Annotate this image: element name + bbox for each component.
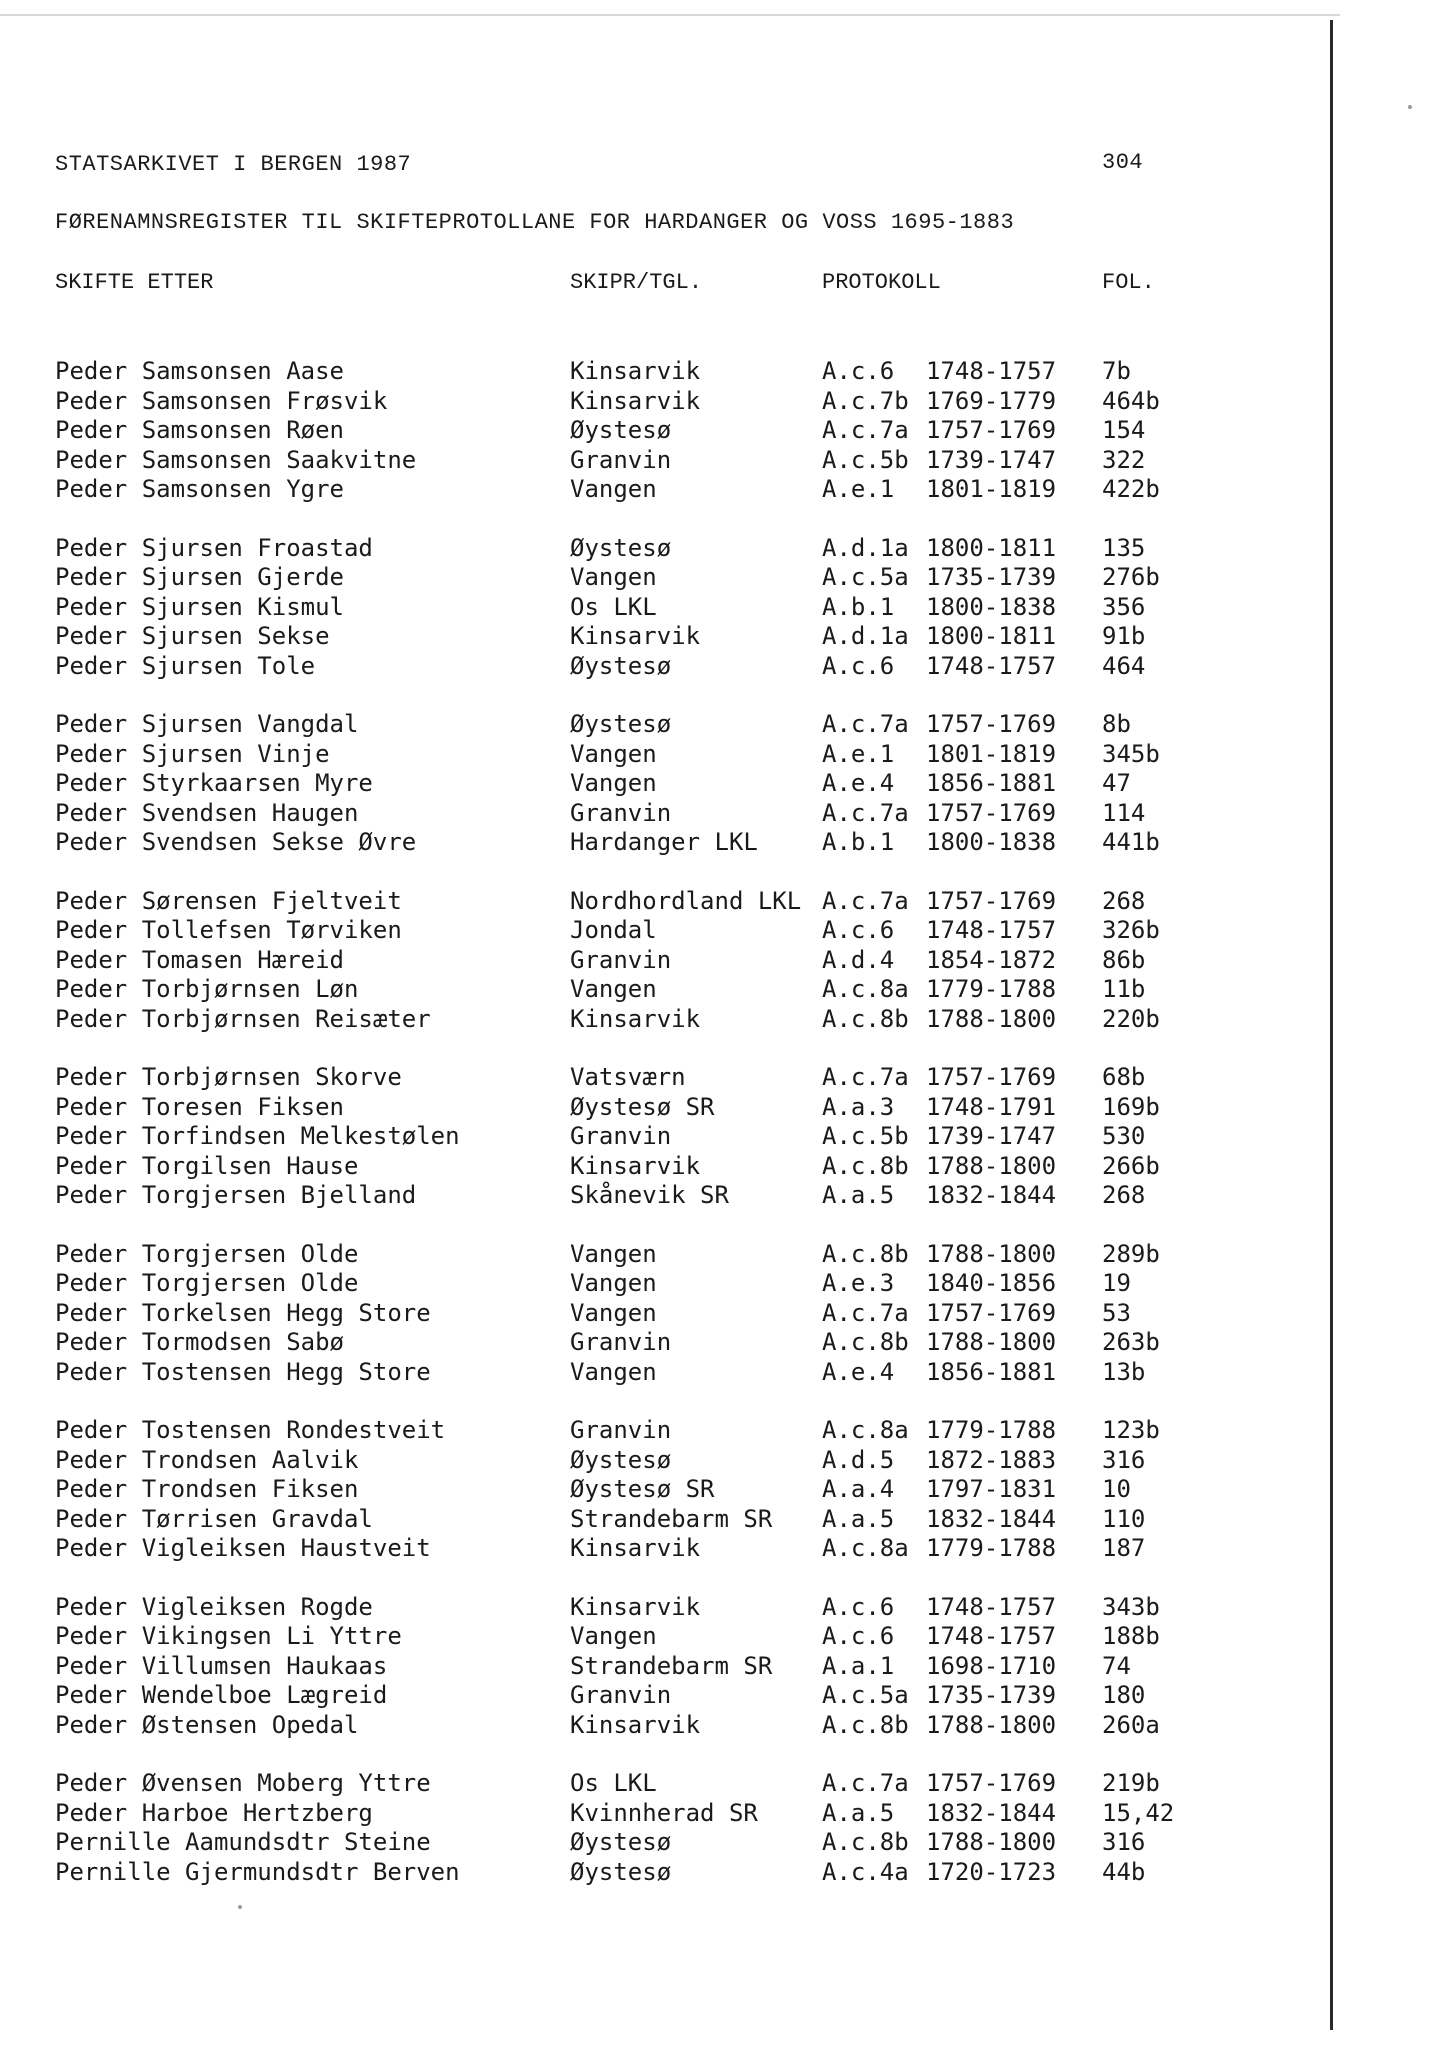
entry-years: 1872-1883 xyxy=(926,1446,1057,1474)
table-row xyxy=(0,1768,1330,1798)
table-row xyxy=(0,1004,1330,1034)
entry-years: 1779-1788 xyxy=(926,1534,1057,1562)
entry-name: Peder Vigleiksen Rogde xyxy=(55,1593,373,1621)
entry-protocol: A.c.8b xyxy=(822,1828,909,1856)
entry-protocol: A.c.8b xyxy=(822,1005,909,1033)
entry-protocol: A.c.7a xyxy=(822,1063,909,1091)
table-row xyxy=(0,1445,1330,1475)
entry-protocol: A.e.1 xyxy=(822,740,895,768)
entry-folio: 53 xyxy=(1102,1299,1131,1327)
table-row xyxy=(0,1062,1330,1092)
entry-protocol: A.c.4a xyxy=(822,1858,909,1886)
entry-protocol: A.a.4 xyxy=(822,1475,895,1503)
entry-protocol: A.c.6 xyxy=(822,916,895,944)
entry-folio: 8b xyxy=(1102,710,1131,738)
entry-name: Peder Sjursen Kismul xyxy=(55,593,344,621)
entry-protocol: A.e.3 xyxy=(822,1269,895,1297)
archive-header: STATSARKIVET I BERGEN 1987 xyxy=(55,152,412,177)
entry-protocol: A.c.6 xyxy=(822,652,895,680)
table-row xyxy=(0,945,1330,975)
entry-protocol: A.c.6 xyxy=(822,1593,895,1621)
table-row xyxy=(0,1651,1330,1681)
column-header-protocol: PROTOKOLL xyxy=(822,270,941,295)
entry-years: 1739-1747 xyxy=(926,446,1057,474)
table-row xyxy=(0,621,1330,651)
entry-protocol: A.c.7a xyxy=(822,1769,909,1797)
entry-name: Peder Torbjørnsen Løn xyxy=(55,975,359,1003)
table-row xyxy=(0,386,1330,416)
table-row xyxy=(0,1680,1330,1710)
entry-folio: 7b xyxy=(1102,357,1131,385)
entry-name: Peder Styrkaarsen Myre xyxy=(55,769,373,797)
entry-name: Peder Sørensen Fjeltveit xyxy=(55,887,402,915)
entry-protocol: A.c.5b xyxy=(822,1122,909,1150)
entry-place: Granvin xyxy=(570,1416,672,1444)
entry-place: Granvin xyxy=(570,946,672,974)
entry-years: 1748-1757 xyxy=(926,916,1057,944)
entry-folio: 316 xyxy=(1102,1828,1146,1856)
table-row xyxy=(0,592,1330,622)
table-row xyxy=(0,1121,1330,1151)
entry-folio: 91b xyxy=(1102,622,1146,650)
entry-protocol: A.a.5 xyxy=(822,1505,895,1533)
entry-folio: 154 xyxy=(1102,416,1146,444)
entry-protocol: A.a.5 xyxy=(822,1799,895,1827)
table-row xyxy=(0,1533,1330,1563)
entry-folio: 289b xyxy=(1102,1240,1160,1268)
entry-folio: 316 xyxy=(1102,1446,1146,1474)
entry-protocol: A.c.6 xyxy=(822,357,895,385)
entry-place: Øystesø xyxy=(570,652,672,680)
entry-protocol: A.c.8a xyxy=(822,1416,909,1444)
table-row xyxy=(0,739,1330,769)
entry-place: Os LKL xyxy=(570,593,657,621)
entry-name: Peder Tostensen Hegg Store xyxy=(55,1358,431,1386)
entry-folio: 219b xyxy=(1102,1769,1160,1797)
entry-folio: 268 xyxy=(1102,1181,1146,1209)
entry-place: Jondal xyxy=(570,916,657,944)
entry-years: 1698-1710 xyxy=(926,1652,1057,1680)
entry-years: 1800-1811 xyxy=(926,622,1057,650)
table-row xyxy=(0,1474,1330,1504)
table-row xyxy=(0,356,1330,386)
entry-place: Nordhordland LKL xyxy=(570,887,802,915)
entry-folio: 356 xyxy=(1102,593,1146,621)
entry-name: Peder Samsonsen Frøsvik xyxy=(55,387,388,415)
table-row xyxy=(0,974,1330,1004)
entry-years: 1800-1838 xyxy=(926,828,1057,856)
entry-name: Peder Sjursen Froastad xyxy=(55,534,373,562)
entry-protocol: A.c.7a xyxy=(822,1299,909,1327)
entry-years: 1779-1788 xyxy=(926,975,1057,1003)
entry-name: Peder Torgilsen Hause xyxy=(55,1152,359,1180)
entry-place: Vangen xyxy=(570,769,657,797)
entry-years: 1757-1769 xyxy=(926,1299,1057,1327)
entry-folio: 441b xyxy=(1102,828,1160,856)
table-row xyxy=(0,798,1330,828)
entry-years: 1757-1769 xyxy=(926,1063,1057,1091)
table-row xyxy=(0,1151,1330,1181)
entry-folio: 464b xyxy=(1102,387,1160,415)
entry-name: Peder Sjursen Vangdal xyxy=(55,710,359,738)
table-row xyxy=(0,1298,1330,1328)
entry-name: Peder Torgjersen Bjelland xyxy=(55,1181,417,1209)
entry-years: 1757-1769 xyxy=(926,1769,1057,1797)
entry-folio: 260a xyxy=(1102,1711,1160,1739)
entry-name: Peder Torfindsen Melkestølen xyxy=(55,1122,460,1150)
entry-years: 1840-1856 xyxy=(926,1269,1057,1297)
entry-name: Peder Trondsen Aalvik xyxy=(55,1446,359,1474)
entry-protocol: A.b.1 xyxy=(822,828,895,856)
entry-years: 1801-1819 xyxy=(926,475,1057,503)
entry-place: Kinsarvik xyxy=(570,1711,701,1739)
entry-place: Kinsarvik xyxy=(570,1152,701,1180)
entry-folio: 169b xyxy=(1102,1093,1160,1121)
entry-folio: 10 xyxy=(1102,1475,1131,1503)
entry-protocol: A.c.5b xyxy=(822,446,909,474)
entry-name: Peder Villumsen Haukaas xyxy=(55,1652,388,1680)
entry-folio: 530 xyxy=(1102,1122,1146,1150)
entry-place: Øystesø xyxy=(570,710,672,738)
entry-place: Vangen xyxy=(570,740,657,768)
table-row xyxy=(0,1357,1330,1387)
entry-protocol: A.c.7a xyxy=(822,416,909,444)
entry-name: Peder Tollefsen Tørviken xyxy=(55,916,402,944)
entry-folio: 123b xyxy=(1102,1416,1160,1444)
table-row xyxy=(0,1504,1330,1534)
entry-place: Vatsværn xyxy=(570,1063,686,1091)
entry-name: Peder Samsonsen Aase xyxy=(55,357,344,385)
entry-folio: 114 xyxy=(1102,799,1146,827)
entry-protocol: A.a.3 xyxy=(822,1093,895,1121)
entry-folio: 422b xyxy=(1102,475,1160,503)
entry-place: Vangen xyxy=(570,563,657,591)
entry-years: 1779-1788 xyxy=(926,1416,1057,1444)
entry-protocol: A.c.8a xyxy=(822,1534,909,1562)
table-row xyxy=(0,915,1330,945)
entry-name: Peder Harboe Hertzberg xyxy=(55,1799,373,1827)
entry-name: Peder Sjursen Sekse xyxy=(55,622,330,650)
table-row xyxy=(0,827,1330,857)
entry-protocol: A.c.8b xyxy=(822,1328,909,1356)
entry-years: 1801-1819 xyxy=(926,740,1057,768)
entry-folio: 263b xyxy=(1102,1328,1160,1356)
entry-years: 1788-1800 xyxy=(926,1152,1057,1180)
entry-folio: 74 xyxy=(1102,1652,1131,1680)
table-row xyxy=(0,1239,1330,1269)
table-row xyxy=(0,445,1330,475)
table-row xyxy=(0,415,1330,445)
entry-years: 1854-1872 xyxy=(926,946,1057,974)
entry-protocol: A.c.8b xyxy=(822,1152,909,1180)
entry-folio: 268 xyxy=(1102,887,1146,915)
entry-name: Peder Samsonsen Saakvitne xyxy=(55,446,417,474)
table-row xyxy=(0,709,1330,739)
entry-years: 1757-1769 xyxy=(926,887,1057,915)
entry-years: 1797-1831 xyxy=(926,1475,1057,1503)
entry-folio: 322 xyxy=(1102,446,1146,474)
scan-speck xyxy=(238,1905,242,1909)
entry-place: Vangen xyxy=(570,975,657,1003)
entry-protocol: A.d.1a xyxy=(822,622,909,650)
entry-years: 1735-1739 xyxy=(926,1681,1057,1709)
entry-place: Strandebarm SR xyxy=(570,1505,773,1533)
table-row xyxy=(0,1827,1330,1857)
entry-place: Øystesø xyxy=(570,534,672,562)
entry-name: Peder Torbjørnsen Skorve xyxy=(55,1063,402,1091)
entry-place: Øystesø SR xyxy=(570,1093,715,1121)
entry-years: 1788-1800 xyxy=(926,1005,1057,1033)
entry-folio: 180 xyxy=(1102,1681,1146,1709)
entry-protocol: A.c.7a xyxy=(822,710,909,738)
entry-place: Kvinnherad SR xyxy=(570,1799,758,1827)
entry-years: 1769-1779 xyxy=(926,387,1057,415)
entry-folio: 266b xyxy=(1102,1152,1160,1180)
entry-name: Peder Wendelboe Lægreid xyxy=(55,1681,388,1709)
entry-place: Strandebarm SR xyxy=(570,1652,773,1680)
entry-name: Peder Vigleiksen Haustveit xyxy=(55,1534,431,1562)
entry-years: 1748-1757 xyxy=(926,652,1057,680)
entry-protocol: A.c.8a xyxy=(822,975,909,1003)
entry-years: 1720-1723 xyxy=(926,1858,1057,1886)
entry-protocol: A.d.1a xyxy=(822,534,909,562)
table-row xyxy=(0,1268,1330,1298)
entry-name: Pernille Gjermundsdtr Berven xyxy=(55,1858,460,1886)
entry-name: Peder Tomasen Hæreid xyxy=(55,946,344,974)
entry-protocol: A.c.7a xyxy=(822,887,909,915)
entry-protocol: A.d.4 xyxy=(822,946,895,974)
entry-place: Hardanger LKL xyxy=(570,828,758,856)
entry-protocol: A.e.4 xyxy=(822,769,895,797)
entry-place: Granvin xyxy=(570,1681,672,1709)
entry-place: Vangen xyxy=(570,1358,657,1386)
entry-name: Peder Øvensen Moberg Yttre xyxy=(55,1769,431,1797)
table-row xyxy=(0,1798,1330,1828)
entry-years: 1788-1800 xyxy=(926,1240,1057,1268)
entry-name: Peder Vikingsen Li Yttre xyxy=(55,1622,402,1650)
table-row xyxy=(0,533,1330,563)
entry-folio: 13b xyxy=(1102,1358,1146,1386)
entry-place: Vangen xyxy=(570,1240,657,1268)
entry-protocol: A.c.8b xyxy=(822,1711,909,1739)
column-header-name: SKIFTE ETTER xyxy=(55,270,214,295)
entry-years: 1739-1747 xyxy=(926,1122,1057,1150)
entry-name: Peder Tørrisen Gravdal xyxy=(55,1505,373,1533)
entry-place: Øystesø xyxy=(570,1858,672,1886)
entry-name: Peder Tostensen Rondestveit xyxy=(55,1416,446,1444)
entry-folio: 345b xyxy=(1102,740,1160,768)
table-row xyxy=(0,1092,1330,1122)
table-row xyxy=(0,562,1330,592)
entry-place: Øystesø xyxy=(570,1446,672,1474)
entry-years: 1856-1881 xyxy=(926,769,1057,797)
entry-protocol: A.e.4 xyxy=(822,1358,895,1386)
table-row xyxy=(0,1857,1330,1887)
entry-place: Kinsarvik xyxy=(570,622,701,650)
table-row xyxy=(0,1621,1330,1651)
column-header-place: SKIPR/TGL. xyxy=(570,270,703,295)
entry-folio: 15,42 xyxy=(1102,1799,1175,1827)
table-row xyxy=(0,1327,1330,1357)
table-row xyxy=(0,886,1330,916)
entry-name: Peder Toresen Fiksen xyxy=(55,1093,344,1121)
entry-protocol: A.e.1 xyxy=(822,475,895,503)
entry-place: Granvin xyxy=(570,1328,672,1356)
entry-years: 1832-1844 xyxy=(926,1181,1057,1209)
entry-place: Vangen xyxy=(570,1269,657,1297)
entry-folio: 326b xyxy=(1102,916,1160,944)
register-title: FØRENAMNSREGISTER TIL SKIFTEPROTOLLANE FOR HARDANGER OG VOSS 1695-1883 xyxy=(55,210,1015,235)
entry-folio: 47 xyxy=(1102,769,1131,797)
entry-years: 1748-1791 xyxy=(926,1093,1057,1121)
entry-folio: 464 xyxy=(1102,652,1146,680)
entry-place: Granvin xyxy=(570,446,672,474)
entry-folio: 86b xyxy=(1102,946,1146,974)
entry-years: 1800-1811 xyxy=(926,534,1057,562)
entry-place: Kinsarvik xyxy=(570,1534,701,1562)
entry-name: Peder Svendsen Sekse Øvre xyxy=(55,828,417,856)
entry-protocol: A.c.8b xyxy=(822,1240,909,1268)
entry-years: 1800-1838 xyxy=(926,593,1057,621)
table-row xyxy=(0,768,1330,798)
entry-years: 1757-1769 xyxy=(926,799,1057,827)
entry-years: 1735-1739 xyxy=(926,563,1057,591)
entry-place: Kinsarvik xyxy=(570,1593,701,1621)
entry-name: Peder Sjursen Vinje xyxy=(55,740,330,768)
entry-folio: 135 xyxy=(1102,534,1146,562)
entry-place: Kinsarvik xyxy=(570,357,701,385)
entry-folio: 188b xyxy=(1102,1622,1160,1650)
entry-years: 1748-1757 xyxy=(926,1622,1057,1650)
entry-protocol: A.c.7b xyxy=(822,387,909,415)
entry-years: 1832-1844 xyxy=(926,1505,1057,1533)
entry-protocol: A.d.5 xyxy=(822,1446,895,1474)
entry-years: 1748-1757 xyxy=(926,357,1057,385)
entry-name: Pernille Aamundsdtr Steine xyxy=(55,1828,431,1856)
entry-place: Granvin xyxy=(570,1122,672,1150)
entry-place: Øystesø xyxy=(570,416,672,444)
entry-protocol: A.a.1 xyxy=(822,1652,895,1680)
entry-protocol: A.c.5a xyxy=(822,1681,909,1709)
entry-folio: 343b xyxy=(1102,1593,1160,1621)
entry-place: Vangen xyxy=(570,475,657,503)
entry-folio: 19 xyxy=(1102,1269,1131,1297)
entry-folio: 44b xyxy=(1102,1858,1146,1886)
entry-years: 1788-1800 xyxy=(926,1828,1057,1856)
column-header-folio: FOL. xyxy=(1102,270,1155,295)
entry-years: 1757-1769 xyxy=(926,710,1057,738)
entry-name: Peder Trondsen Fiksen xyxy=(55,1475,359,1503)
entry-folio: 276b xyxy=(1102,563,1160,591)
scan-speck xyxy=(1408,105,1412,109)
entry-place: Kinsarvik xyxy=(570,387,701,415)
entry-years: 1832-1844 xyxy=(926,1799,1057,1827)
table-row xyxy=(0,651,1330,681)
entry-protocol: A.b.1 xyxy=(822,593,895,621)
entry-name: Peder Torgjersen Olde xyxy=(55,1269,359,1297)
entry-protocol: A.c.6 xyxy=(822,1622,895,1650)
entry-name: Peder Torkelsen Hegg Store xyxy=(55,1299,431,1327)
entry-place: Øystesø xyxy=(570,1828,672,1856)
entry-name: Peder Sjursen Tole xyxy=(55,652,316,680)
entry-folio: 187 xyxy=(1102,1534,1146,1562)
entry-place: Øystesø SR xyxy=(570,1475,715,1503)
entry-place: Kinsarvik xyxy=(570,1005,701,1033)
entry-name: Peder Samsonsen Røen xyxy=(55,416,344,444)
table-row xyxy=(0,1710,1330,1740)
page-number: 304 xyxy=(1102,150,1144,175)
entry-folio: 68b xyxy=(1102,1063,1146,1091)
entry-years: 1748-1757 xyxy=(926,1593,1057,1621)
entry-name: Peder Svendsen Haugen xyxy=(55,799,359,827)
entry-name: Peder Sjursen Gjerde xyxy=(55,563,344,591)
entry-name: Peder Torbjørnsen Reisæter xyxy=(55,1005,431,1033)
entry-place: Vangen xyxy=(570,1299,657,1327)
entry-years: 1788-1800 xyxy=(926,1711,1057,1739)
entry-protocol: A.a.5 xyxy=(822,1181,895,1209)
entry-place: Granvin xyxy=(570,799,672,827)
entry-folio: 11b xyxy=(1102,975,1146,1003)
entry-protocol: A.c.5a xyxy=(822,563,909,591)
entry-years: 1856-1881 xyxy=(926,1358,1057,1386)
table-row xyxy=(0,1592,1330,1622)
entry-protocol: A.c.7a xyxy=(822,799,909,827)
entry-name: Peder Torgjersen Olde xyxy=(55,1240,359,1268)
entry-years: 1757-1769 xyxy=(926,416,1057,444)
table-row xyxy=(0,1415,1330,1445)
entry-folio: 220b xyxy=(1102,1005,1160,1033)
table-row xyxy=(0,474,1330,504)
entry-name: Peder Samsonsen Ygre xyxy=(55,475,344,503)
entry-folio: 110 xyxy=(1102,1505,1146,1533)
entry-name: Peder Østensen Opedal xyxy=(55,1711,359,1739)
entry-place: Skånevik SR xyxy=(570,1181,729,1209)
entry-place: Vangen xyxy=(570,1622,657,1650)
table-row xyxy=(0,1180,1330,1210)
entry-place: Os LKL xyxy=(570,1769,657,1797)
entry-years: 1788-1800 xyxy=(926,1328,1057,1356)
entry-name: Peder Tormodsen Sabø xyxy=(55,1328,344,1356)
